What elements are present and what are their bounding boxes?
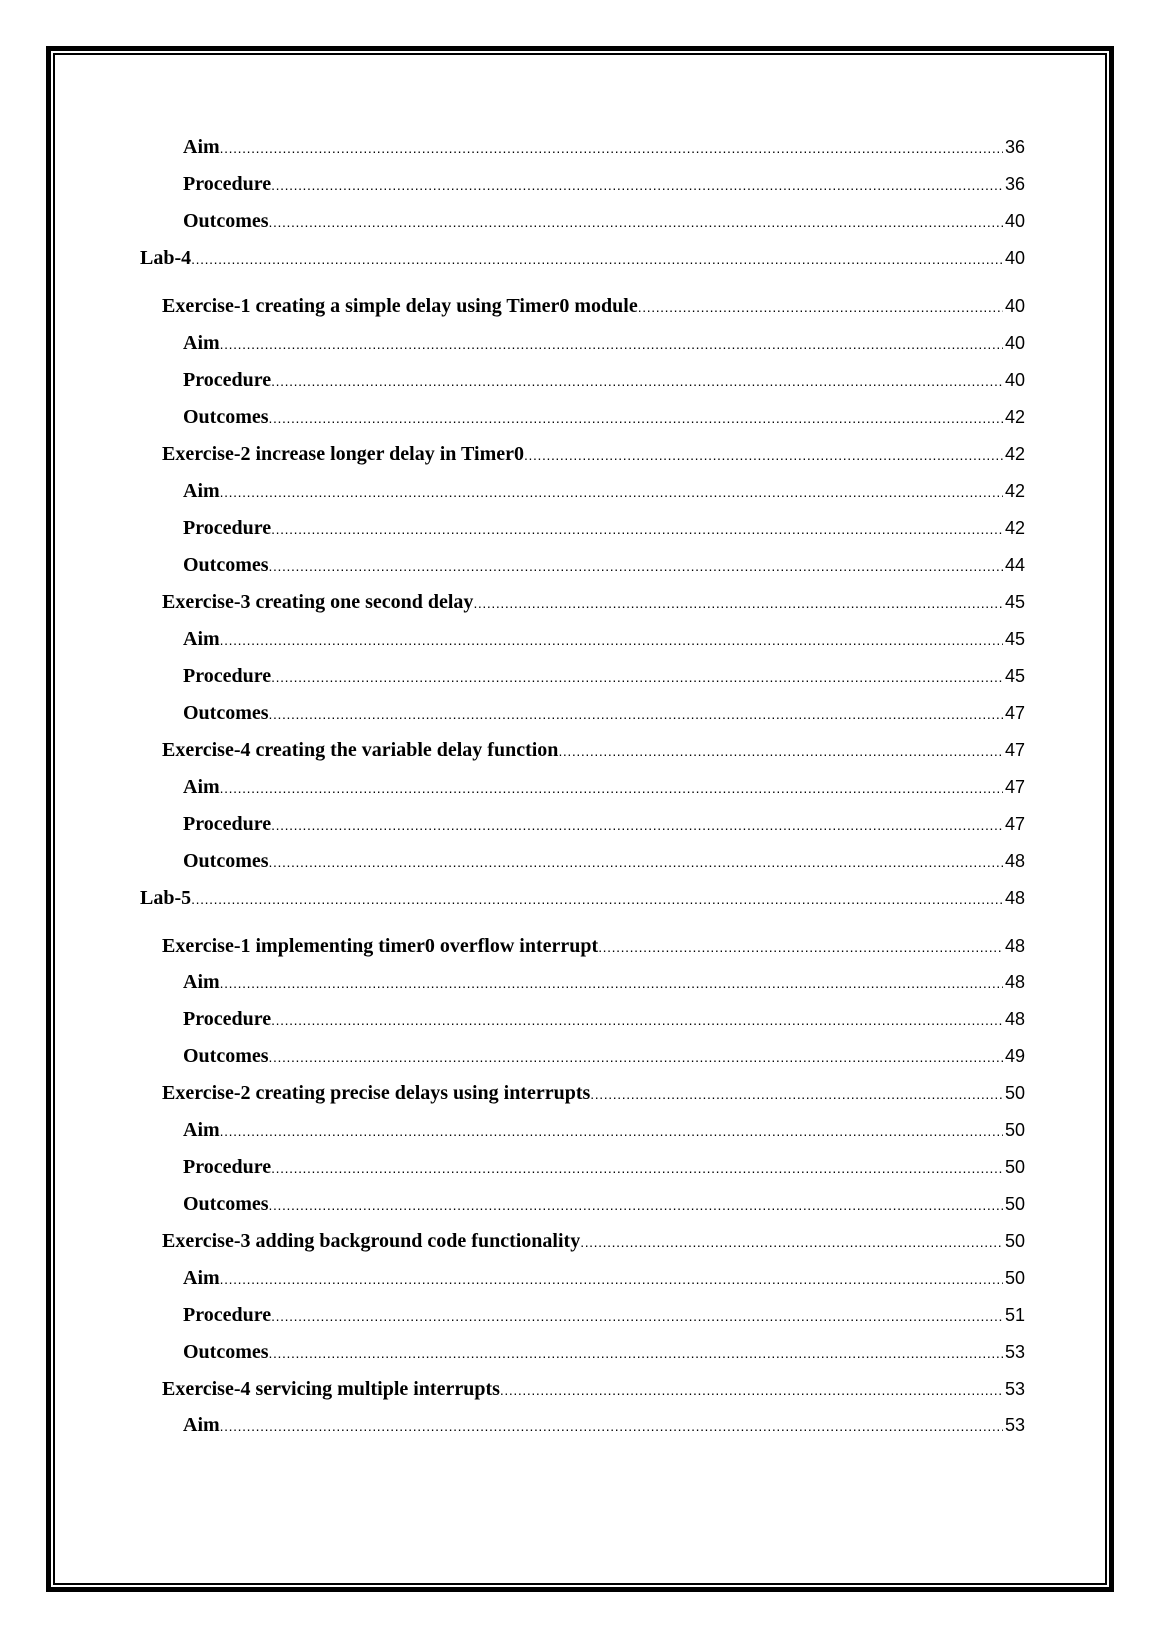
toc-entry[interactable] (183, 1302, 1025, 1328)
toc-page-number: 40 (1004, 248, 1025, 268)
toc-dot-leader (220, 1413, 1003, 1439)
toc-entry[interactable] (183, 330, 1025, 356)
toc-dot-leader (500, 1377, 1003, 1403)
toc-entry-title: Procedure (183, 517, 272, 539)
toc-dot-leader (191, 246, 1003, 272)
toc-dot-leader (271, 172, 1003, 198)
toc-entry-title: Exercise-2 increase longer delay in Timer0 (162, 443, 524, 465)
toc-entry[interactable] (183, 1043, 1025, 1069)
toc-dot-leader (271, 368, 1003, 394)
toc-dot-leader (271, 812, 1003, 838)
toc-dot-leader (271, 1155, 1003, 1181)
toc-dot-leader (269, 849, 1003, 875)
toc-entry-title: Aim (183, 1267, 220, 1289)
toc-entry[interactable] (183, 404, 1025, 430)
toc-dot-leader (269, 405, 1003, 431)
toc-entry-title: Exercise-2 creating precise delays using interrupts (162, 1082, 591, 1104)
toc-entry-title: Procedure (183, 1008, 272, 1030)
toc-entry-title: Aim (183, 1119, 220, 1141)
toc-entry-title: Outcomes (183, 554, 269, 576)
toc-page-number: 50 (1004, 1268, 1025, 1288)
toc-dot-leader (269, 1192, 1003, 1218)
toc-dot-leader (271, 1303, 1003, 1329)
toc-entry-title: Aim (183, 628, 220, 650)
toc-page-number: 53 (1004, 1415, 1025, 1435)
toc-page-number: 36 (1004, 137, 1025, 157)
toc-entry[interactable] (183, 1191, 1025, 1217)
toc-entry-title: Procedure (183, 665, 272, 687)
toc-entry[interactable] (183, 848, 1025, 874)
toc-page-number: 50 (1004, 1157, 1025, 1177)
toc-entry-title: Aim (183, 776, 220, 798)
toc-page-number: 42 (1004, 407, 1025, 427)
toc-entry[interactable] (183, 208, 1025, 234)
toc-entry-title: Outcomes (183, 406, 269, 428)
toc-page-number: 48 (1004, 972, 1025, 992)
toc-dot-leader (220, 1266, 1003, 1292)
toc-entry[interactable] (183, 171, 1025, 197)
toc-dot-leader (269, 701, 1003, 727)
toc-page-number: 42 (1004, 481, 1025, 501)
toc-entry-title: Outcomes (183, 210, 269, 232)
toc-entry[interactable] (183, 969, 1025, 995)
toc-entry[interactable] (183, 700, 1025, 726)
toc-page-number: 50 (1004, 1194, 1025, 1214)
toc-entry[interactable] (162, 1080, 1025, 1106)
toc-page-number: 47 (1004, 777, 1025, 797)
toc-entry[interactable] (140, 245, 1025, 271)
toc-dot-leader (269, 1340, 1003, 1366)
toc-page-number: 50 (1004, 1120, 1025, 1140)
toc-entry-title: Procedure (183, 1304, 272, 1326)
toc-dot-leader (524, 442, 1003, 468)
toc-entry-title: Procedure (183, 173, 272, 195)
toc-dot-leader (220, 775, 1003, 801)
toc-dot-leader (220, 627, 1003, 653)
toc-entry[interactable] (183, 367, 1025, 393)
toc-page-number: 48 (1004, 1009, 1025, 1029)
toc-entry-title: Exercise-1 implementing timer0 overflow interrupt (162, 935, 599, 957)
toc-entry[interactable] (162, 589, 1025, 615)
toc-page-number: 45 (1004, 666, 1025, 686)
toc-entry-title: Procedure (183, 369, 272, 391)
toc-entry[interactable] (162, 737, 1025, 763)
toc-entry-title: Exercise-1 creating a simple delay using Timer0 module (162, 295, 638, 317)
toc-entry[interactable] (162, 293, 1025, 319)
toc-page-number: 48 (1004, 851, 1025, 871)
toc-page-number: 47 (1004, 740, 1025, 760)
toc-entry-title: Lab-5 (140, 887, 192, 909)
toc-dot-leader (220, 970, 1003, 996)
toc-page-number: 48 (1004, 936, 1025, 956)
toc-entry-title: Outcomes (183, 1341, 269, 1363)
toc-entry[interactable] (183, 134, 1025, 160)
toc-entry[interactable] (183, 478, 1025, 504)
toc-entry-title: Procedure (183, 813, 272, 835)
toc-dot-leader (269, 209, 1003, 235)
toc-entry[interactable] (183, 1412, 1025, 1438)
toc-page-number: 53 (1004, 1379, 1025, 1399)
toc-dot-leader (269, 553, 1003, 579)
toc-entry-title: Aim (183, 480, 220, 502)
toc-entry[interactable] (162, 1228, 1025, 1254)
toc-entry-title: Outcomes (183, 702, 269, 724)
toc-page-number: 50 (1004, 1083, 1025, 1103)
toc-entry[interactable] (183, 1154, 1025, 1180)
toc-dot-leader (271, 1007, 1003, 1033)
toc-entry-title: Aim (183, 332, 220, 354)
toc-entry[interactable] (140, 885, 1025, 911)
toc-entry-title: Exercise-3 creating one second delay (162, 591, 474, 613)
toc-dot-leader (590, 1081, 1003, 1107)
toc-entry[interactable] (183, 1265, 1025, 1291)
toc-page-number: 47 (1004, 814, 1025, 834)
toc-dot-leader (220, 331, 1003, 357)
toc-page-number: 45 (1004, 629, 1025, 649)
toc-entry-title: Procedure (183, 1156, 272, 1178)
toc-page-number: 42 (1004, 518, 1025, 538)
toc-entry-title: Aim (183, 971, 220, 993)
toc-entry-title: Outcomes (183, 1193, 269, 1215)
toc-dot-leader (473, 590, 1003, 616)
toc-dot-leader (598, 934, 1003, 960)
toc-entry-title: Exercise-4 creating the variable delay function (162, 739, 559, 761)
toc-page-number: 42 (1004, 444, 1025, 464)
toc-dot-leader (558, 738, 1003, 764)
toc-entry-title: Lab-4 (140, 247, 192, 269)
toc-entry[interactable] (183, 515, 1025, 541)
toc-dot-leader (220, 479, 1003, 505)
toc-page-number: 45 (1004, 592, 1025, 612)
toc-dot-leader (580, 1229, 1003, 1255)
toc-page-number: 44 (1004, 555, 1025, 575)
toc-dot-leader (271, 516, 1003, 542)
toc-page-number: 36 (1004, 174, 1025, 194)
toc-entry[interactable] (183, 811, 1025, 837)
toc-entry-title: Outcomes (183, 850, 269, 872)
toc-entry[interactable] (162, 933, 1025, 959)
toc-entry[interactable] (183, 1006, 1025, 1032)
toc-entry[interactable] (162, 441, 1025, 467)
toc-page-number: 50 (1004, 1231, 1025, 1251)
toc-dot-leader (220, 1118, 1003, 1144)
toc-entry-title: Outcomes (183, 1045, 269, 1067)
toc-dot-leader (191, 886, 1003, 912)
toc-page-number: 40 (1004, 211, 1025, 231)
toc-page-number: 40 (1004, 333, 1025, 353)
toc-entry[interactable] (183, 1339, 1025, 1365)
toc-entry[interactable] (183, 552, 1025, 578)
toc-dot-leader (220, 135, 1003, 161)
toc-page-number: 53 (1004, 1342, 1025, 1362)
toc-entry[interactable] (183, 626, 1025, 652)
toc-page-number: 47 (1004, 703, 1025, 723)
toc-entry[interactable] (162, 1376, 1025, 1402)
toc-page-number: 40 (1004, 296, 1025, 316)
toc-entry[interactable] (183, 1117, 1025, 1143)
toc-page-number: 40 (1004, 370, 1025, 390)
toc-entry-title: Exercise-4 servicing multiple interrupts (162, 1378, 500, 1400)
toc-entry-title: Aim (183, 136, 220, 158)
toc-entry-title: Exercise-3 adding background code functionality (162, 1230, 581, 1252)
toc-dot-leader (271, 664, 1003, 690)
toc-dot-leader (638, 294, 1003, 320)
toc-entry[interactable] (183, 774, 1025, 800)
toc-page-number: 49 (1004, 1046, 1025, 1066)
toc-entry-title: Aim (183, 1414, 220, 1436)
toc-dot-leader (269, 1044, 1003, 1070)
toc-page-number: 51 (1004, 1305, 1025, 1325)
toc-page-number: 48 (1004, 888, 1025, 908)
toc-entry[interactable] (183, 663, 1025, 689)
